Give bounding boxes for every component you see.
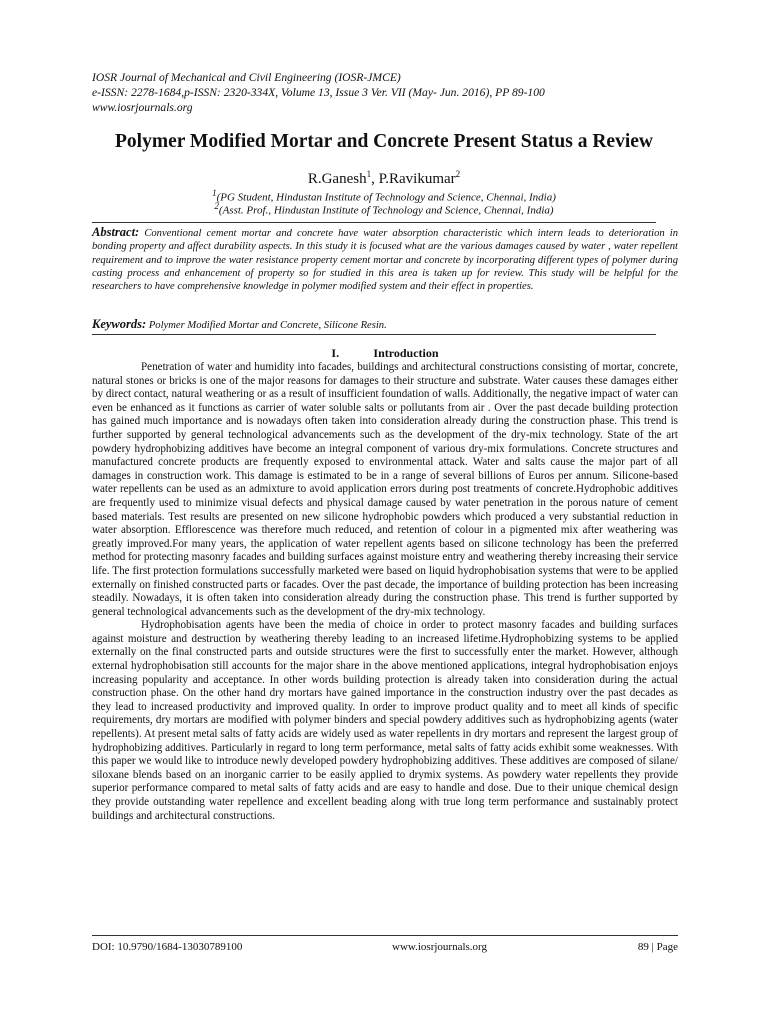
footer-divider bbox=[92, 935, 678, 936]
journal-name: IOSR Journal of Mechanical and Civil Engineering (IOSR-JMCE) bbox=[92, 71, 401, 84]
affiliation-mark: 1 bbox=[212, 188, 217, 198]
author-line bbox=[60, 165, 708, 188]
keywords-label: Keywords: bbox=[92, 317, 147, 331]
abstract-text: Conventional cement mortar and concrete have water absorption characteristic which intern leads to deterioration in bonding property and affect durability aspects. In this study it is focused what are the various damages caused by water , water repellent requirement and to improve the water resistance property cement mortar and concrete by incorporating different types of polymer during casting process and enhancement of property so for studied in this area is taken up for review. This study will be helpful for the researchers to have comprehensive knowledge in polymer modified system and their effect in properties. bbox=[92, 228, 678, 293]
section-number: I. bbox=[331, 346, 340, 360]
journal-header bbox=[92, 70, 692, 115]
page-number: 89 | Page bbox=[637, 941, 678, 953]
keywords bbox=[92, 317, 678, 333]
author-name: P.Ravikumar bbox=[378, 171, 456, 187]
divider bbox=[92, 222, 656, 223]
section-title: Introduction bbox=[373, 346, 439, 360]
journal-website: www.iosrjournals.org bbox=[92, 101, 193, 114]
journal-issn: e-ISSN: 2278-1684,p-ISSN: 2320-334X, Volume 13, Issue 3 Ver. VII (May- Jun. 2016), PP 89-100 bbox=[92, 86, 545, 99]
body-text bbox=[92, 361, 678, 823]
paragraph: Penetration of water and humidity into facades, buildings and architectural constructions consisting of mortar, concrete, natural stones or bricks is one of the major reasons for damages to their structure and substrate. Water causes these damages either by direct contact, natural weathering or as a result of insufficient foundation of walls. Additionally, the negative impact of water can even be enhanced as it functions as carrier of water soluble salts or pollutants from air . Over the past decade building protection has gained much importance and is nowadays often taken into consideration already during the construction phase. This trend is further supported by general technological advancements such as the development of the dry-mix technology. State of the art powdery hydrophobizing additives have become an integral component of various dry-mix formulations. Concrete structures and manufactured concrete products are frequently exposed to environmental attack. Water and salts cause the major part of all damages in construction work. This damage is estimated to be in a range of several billions of Euros per annum. Silicone-based water repellents can be used as an admixture to avoid application errors during post treatments of concrete.Hydrophobic additives are frequently used to minimize visual defects and physical damage caused by water penetration in the porous nature of cement based materials. Test results are presented on new silicone hydrophobic powders which produced a very substantial reduction in water absorption. Efflorescence was therefore much reduced, and retention of colour in a pigmented mix after weathering was greatly improved.For many years, the application of water repellent agents based on silicone technology has been the preferred method for protecting masonry facades and building surfaces against moisture entry and weathering thereby increasing their service life. The first protection formulations successfully marketed were based on liquid hydrophobisation systems that were to be applied externally on finished constructed parts or facades. Over the past decade, the importance of building protection has been increasing steadily. Nowadays, it is often taken into consideration already during the construction phase. This trend is further supported by general technological advancements such as the development of the dry-mix technology. bbox=[92, 361, 678, 618]
affiliation-text: (Asst. Prof., Hindustan Institute of Technology and Science, Chennai, India) bbox=[218, 204, 554, 217]
footer-doi: DOI: 10.9790/1684-13030789100 bbox=[92, 941, 243, 953]
author-affiliation-mark: 2 bbox=[455, 169, 461, 179]
footer-website: www.iosrjournals.org bbox=[392, 941, 488, 953]
affiliation bbox=[60, 200, 708, 218]
divider bbox=[92, 334, 656, 335]
abstract bbox=[92, 226, 678, 293]
paper-title: Polymer Modified Mortar and Concrete Present Status a Review bbox=[115, 131, 653, 152]
author-name: R.Ganesh bbox=[307, 171, 367, 187]
affiliation-text: (PG Student, Hindustan Institute of Technology and Science, Chennai, India) bbox=[216, 191, 556, 204]
keywords-text: Polymer Modified Mortar and Concrete, Silicone Resin. bbox=[148, 320, 387, 331]
author-affiliation-mark: 1 bbox=[366, 169, 372, 179]
affiliation-mark: 2 bbox=[214, 201, 219, 211]
section-heading bbox=[92, 346, 678, 361]
abstract-label: Abstract: bbox=[92, 225, 140, 239]
author-separator: , bbox=[371, 171, 379, 187]
paragraph: Hydrophobisation agents have been the media of choice in order to protect masonry facades and building surfaces against moisture and destruction by weathering thereby leading to an increased lifetime.Hydrophobizing systems to be applied externally on the final constructed parts and outside structures were the first to successfully enter the market. However, although external hydrophobisation still accounts for the major share in the above mentioned applications, integral hydrophobisation enjoys increasing popularity and acceptance. In other words building protection is already taken into consideration during the actual construction phase. On the other hand dry mortars have gained importance in the construction industry over the past decades as they lead to increased productivity and improved quality. In order to improve product quality and to meet all kinds of specific requirements, dry mortars are modified with polymer binders and special powdery additives such as hydrophobizing agents (water repellents). At present metal salts of fatty acids are widely used as water repellents in dry mortars and represent the largest group of hydrophobizing additives. Particularly in regard to long term performance, metal salts of fatty acids exhibit some weaknesses. With this paper we would like to introduce newly developed powdery hydrophobizing additives. These additives are composed of silane/ siloxane blends based on an inorganic carrier to be easily applied to drymix systems. As powdery water repellents they provide superior performance compared to metal salts of fatty acids and are easy to handle and dose. Due to their unique chemical design they provide outstanding water repellence and excellent beading along with true long term performance and sustainably protect buildings and architectural constructions. bbox=[92, 619, 678, 822]
